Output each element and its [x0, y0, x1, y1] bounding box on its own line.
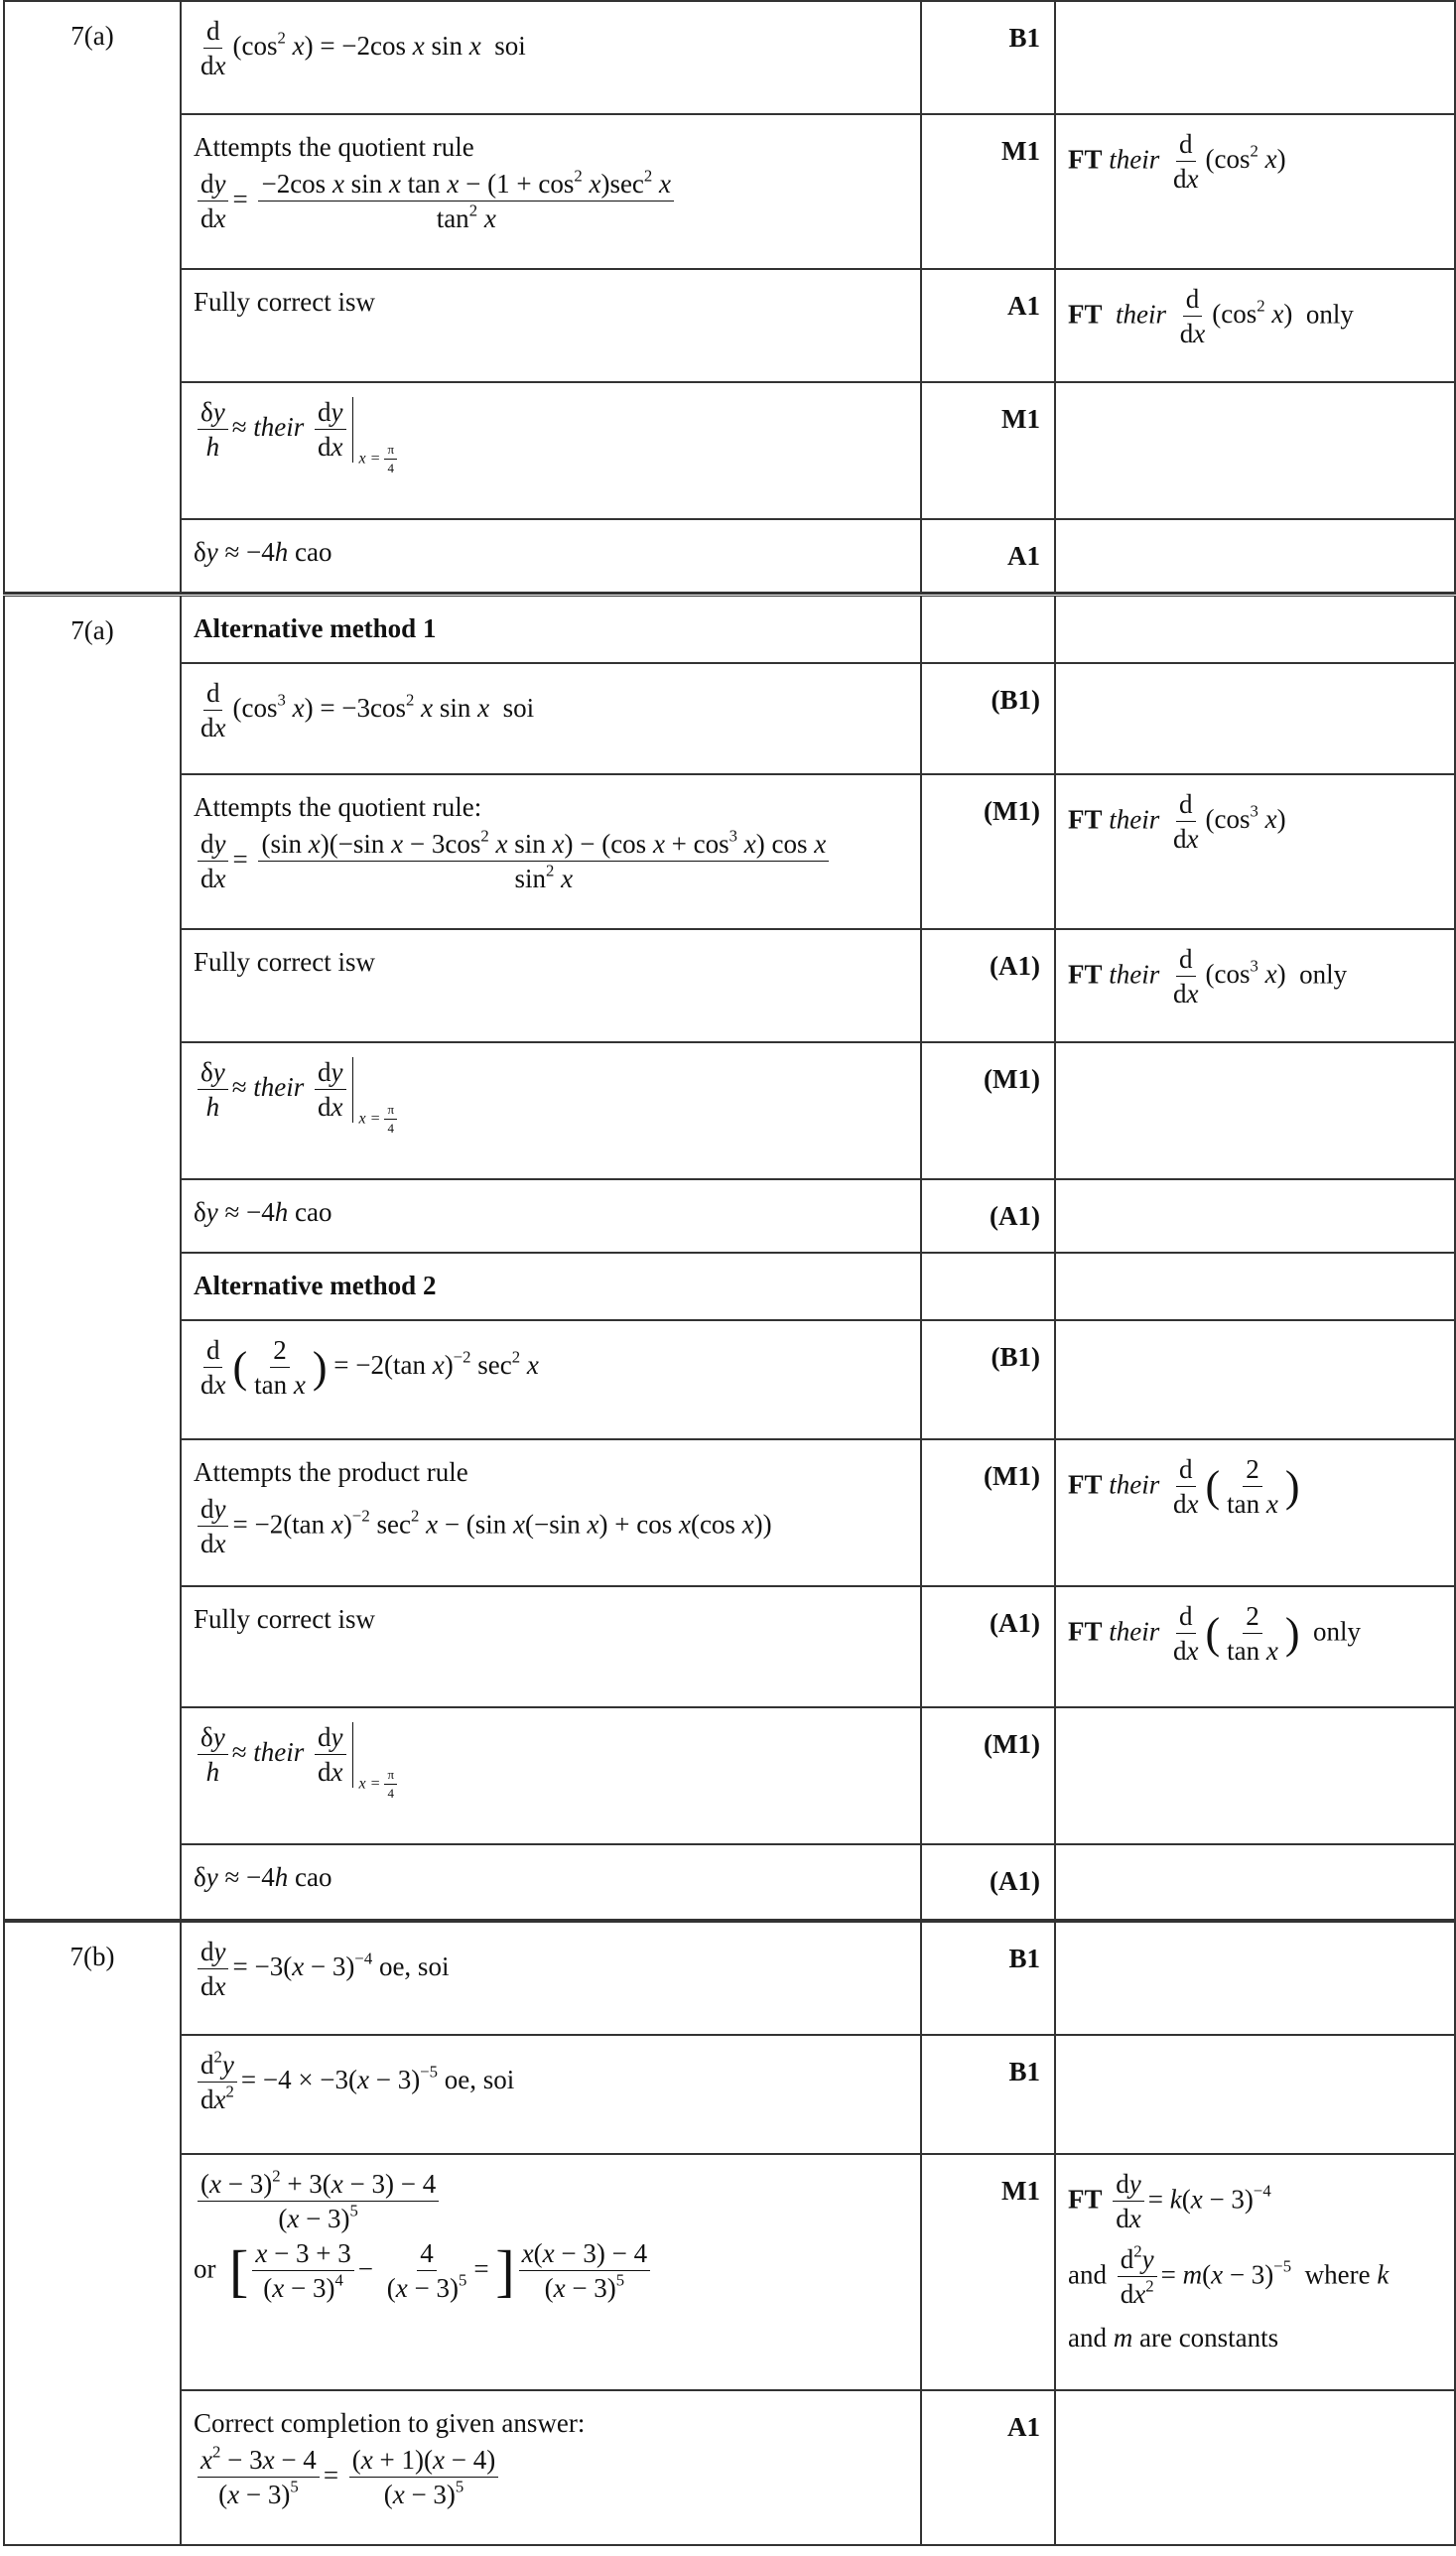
mark: (B1) [921, 663, 1055, 774]
only-label: only [1299, 958, 1348, 989]
answer-cell: $\frac{(x - 3)^2 + 3(x - 3) - 4}{(x - 3)^5}$ or [ $\frac{x - 3 + 3}{(x - 3)^4}$ − $\frac{4}{(x - 3)^5}$ = ] $\frac{x(x - 3) - 4}{(x - 3)^5}$ [181, 2154, 921, 2390]
mark: (M1) [921, 1439, 1055, 1586]
table-row [4, 2035, 1455, 2154]
table-row [4, 1586, 1455, 1707]
answer-text: Correct completion to given answer: [194, 2407, 586, 2438]
soi-label: soi [494, 31, 526, 62]
only-label: only [1305, 299, 1354, 330]
guidance-cell: FT their $\frac{d}{dx}$ ($\cos^3$ x) [1055, 774, 1455, 929]
answer-text: Attempts the quotient rule [194, 132, 474, 162]
answer-cell: δy ≈ −4h cao [181, 1179, 921, 1253]
guidance-cell: FT their $\frac{d}{dx}$ ($\cos^2$ x) only [1055, 269, 1455, 382]
their-label: their [1109, 1468, 1160, 1499]
mark: A1 [921, 269, 1055, 382]
their-label: their [1109, 803, 1160, 834]
mark-scheme-table-alternatives [3, 594, 1456, 1921]
table-row [4, 114, 1455, 269]
soi-label: soi [502, 692, 535, 723]
cao-label: cao [295, 1196, 332, 1227]
answer-cell: Attempts the quotient rule $\frac{dy}{dx}$ = −2cos x sin x $\tan x - (1 + \cos^2 x)\sec^2$ x $\tan^2 x$ [181, 114, 921, 269]
guidance-cell [1055, 519, 1455, 593]
answer-text: Attempts the quotient rule: [194, 791, 482, 822]
answer-cell: Correct completion to given answer: $\frac{x^2 - 3x - 4}{(x - 3)^5}$ = $\frac{(x + 1)(x - 4)}{(x - 3)^5}$ [181, 2390, 921, 2545]
guidance-cell [1055, 2390, 1455, 2545]
mark: B1 [921, 2035, 1055, 2154]
answer-cell: $\frac{\delta y}{h}$ ≈ their $\frac{dy}{dx}$ x = $\frac{\pi}{4}$ [181, 1707, 921, 1844]
mark-scheme-page [3, 0, 1454, 2546]
cao-label: cao [295, 1861, 332, 1892]
table-row [4, 1844, 1455, 1920]
guidance-cell [1055, 1320, 1455, 1439]
table-row [4, 1439, 1455, 1586]
answer-cell: $\frac{dy}{dx}$ = $-3(x - 3)^{-4}$ oe, soi [181, 1922, 921, 2035]
table-row [4, 2390, 1455, 2545]
mark: (M1) [921, 774, 1055, 929]
answer-cell: $\frac{d^2y}{dx^2}$ = $-4 \times -3(x - 3)^{-5}$ oe, soi [181, 2035, 921, 2154]
their-label: their [1109, 144, 1160, 175]
guidance-cell: FT their $\frac{d}{dx}$ ($\cos^2$ x) [1055, 114, 1455, 269]
mark: (A1) [921, 1844, 1055, 1920]
table-row [4, 1253, 1455, 1320]
table-row [4, 1922, 1455, 2035]
only-label: only [1313, 1615, 1362, 1646]
mark: (A1) [921, 1586, 1055, 1707]
guidance-cell: FT $\frac{dy}{dx}$ = $k(x - 3)^{-4}$ and $\frac{d^2y}{dx^2}$ = $m(x - 3)^{-5}$ where k and m are constants [1055, 2154, 1455, 2390]
answer-cell: Fully correct isw [181, 269, 921, 382]
guidance-cell: FT their $\frac{d}{dx}$ ( $\frac{2}{\text{tan x}}$ ) only [1055, 1586, 1455, 1707]
answer-cell: Attempts the product rule $\frac{dy}{dx}$ = −2(tan x)$^{-2}$ $\sec^2 x - (\sin$ x(−sin x) + cos x(cos x)) [181, 1439, 921, 1586]
guidance-cell [1055, 1707, 1455, 1844]
guidance-cell [1055, 1922, 1455, 2035]
answer-cell: $\frac{\delta y}{h}$ ≈ their $\frac{dy}{dx}$ x = $\frac{\pi}{4}$ [181, 382, 921, 519]
their-label: their [1116, 299, 1167, 330]
question-number: 7(b) [4, 1922, 181, 2545]
mark: M1 [921, 382, 1055, 519]
guidance-cell [1055, 1844, 1455, 1920]
table-row [4, 382, 1455, 519]
guidance-cell [1055, 1042, 1455, 1179]
alternative-method-1-heading: Alternative method 1 [181, 596, 921, 663]
mark: A1 [921, 2390, 1055, 2545]
cao-label: cao [295, 537, 332, 567]
answer-cell: δy ≈ −4h cao [181, 1844, 921, 1920]
table-row [4, 2154, 1455, 2390]
their-label: their [1109, 1615, 1160, 1646]
alternative-method-2-heading: Alternative method 2 [181, 1253, 921, 1320]
question-number: 7(a) [4, 1, 181, 593]
mark: (M1) [921, 1707, 1055, 1844]
question-number: 7(a) [4, 596, 181, 1920]
guidance-cell [1055, 2035, 1455, 2154]
mark: B1 [921, 1, 1055, 114]
guidance-cell: FT their $\frac{d}{dx}$ ( $\frac{2}{\text{tan x}}$ ) [1055, 1439, 1455, 1586]
guidance-cell [1055, 1, 1455, 114]
mark: (A1) [921, 1179, 1055, 1253]
answer-cell: $\frac{\delta y}{h}$ ≈ their $\frac{dy}{dx}$ x = $\frac{\pi}{4}$ [181, 1042, 921, 1179]
mark-scheme-table-main [3, 0, 1456, 594]
mark: M1 [921, 2154, 1055, 2390]
table-row [4, 663, 1455, 774]
mark: (B1) [921, 1320, 1055, 1439]
table-row [4, 929, 1455, 1042]
their-label: their [1109, 958, 1160, 989]
mark: B1 [921, 1922, 1055, 2035]
table-row [4, 1179, 1455, 1253]
mark-scheme-table-part-b [3, 1921, 1456, 2546]
table-row [4, 596, 1455, 663]
table-row [4, 519, 1455, 593]
or-label: or [194, 2252, 216, 2283]
mark: (A1) [921, 929, 1055, 1042]
table-row [4, 269, 1455, 382]
guidance-cell [1055, 663, 1455, 774]
guidance-cell [1055, 382, 1455, 519]
answer-cell: Fully correct isw [181, 1586, 921, 1707]
answer-cell: $\frac{d}{dx}$ ($\cos^3$ $x) = -3\cos^2$ x sin x soi [181, 663, 921, 774]
answer-cell: Fully correct isw [181, 929, 921, 1042]
answer-text: Attempts the product rule [194, 1456, 468, 1487]
answer-cell: $\frac{d}{dx}$ ( $\frac{2}{\text{tan x}}$ ) = −2(tan x)$^{-2}$ $\sec^2 x$ [181, 1320, 921, 1439]
table-row [4, 1042, 1455, 1179]
answer-cell: $\frac{d}{dx}$ ($\cos^2$ x) = −2cos x sin x soi [181, 1, 921, 114]
mark: A1 [921, 519, 1055, 593]
answer-cell: δy ≈ −4h cao [181, 519, 921, 593]
mark: M1 [921, 114, 1055, 269]
table-row [4, 1707, 1455, 1844]
answer-cell: Attempts the quotient rule: $\frac{dy}{dx}$ = $\frac{(\sin x)(-\sin x - 3\cos^2 x \sin x) - (\cos x + \cos^3 x) \cos x}{\sin^2 x}$ [181, 774, 921, 929]
guidance-cell: FT their $\frac{d}{dx}$ ($\cos^3$ x) only [1055, 929, 1455, 1042]
oe-soi-label: oe, soi [444, 2064, 515, 2094]
mark: (M1) [921, 1042, 1055, 1179]
table-row [4, 1, 1455, 114]
guidance-cell [1055, 1179, 1455, 1253]
table-row [4, 774, 1455, 929]
oe-soi-label: oe, soi [378, 1951, 450, 1981]
table-row [4, 1320, 1455, 1439]
